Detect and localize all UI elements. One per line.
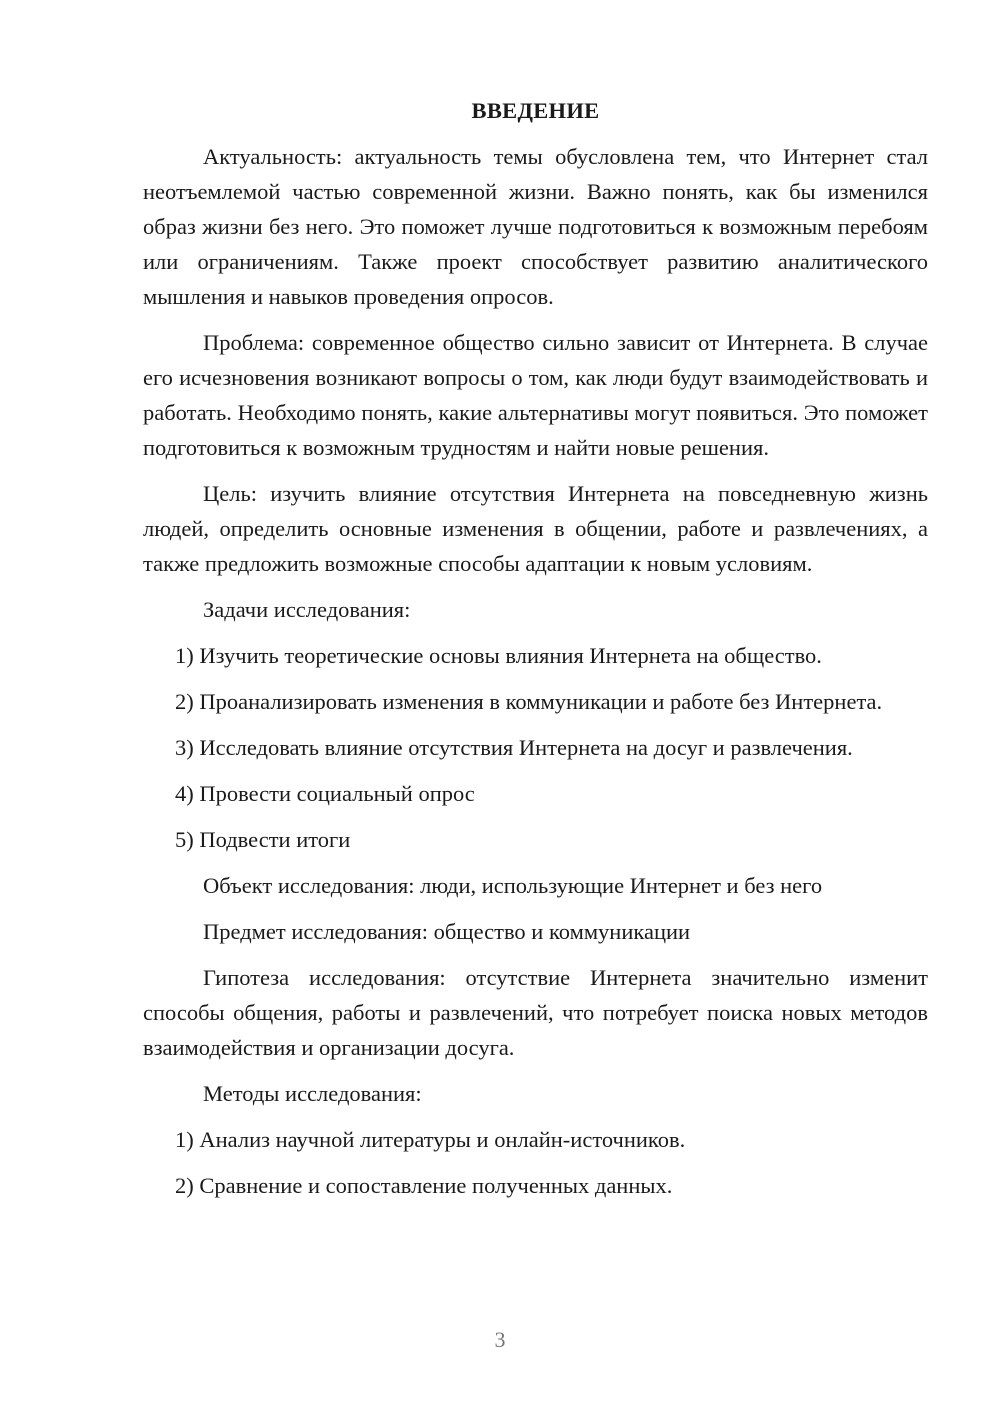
method-item: 1) Анализ научной литературы и онлайн-источников. xyxy=(175,1127,686,1152)
tasks-heading: Задачи исследования: xyxy=(203,597,411,622)
goal-paragraph: Цель: изучить влияние отсутствия Интернета на повседневную жизнь людей, определить основные изменения в общении, работе и развлечениях, а также предложить возможные способы адаптации к новым условиям. xyxy=(143,481,928,576)
task-item: 2) Проанализировать изменения в коммуникации и работе без Интернета. xyxy=(175,689,883,714)
task-item: 1) Изучить теоретические основы влияния Интернета на общество. xyxy=(175,643,822,668)
page-content xyxy=(143,93,928,1214)
task-item: 4) Провести социальный опрос xyxy=(175,781,475,806)
section-title: ВВЕДЕНИЕ xyxy=(471,98,600,123)
methods-list xyxy=(143,1122,928,1203)
hypothesis-paragraph: Гипотеза исследования: отсутствие Интернета значительно изменит способы общения, работы и развлечений, что потребует поиска новых методов взаимодействия и организации досуга. xyxy=(143,965,928,1060)
task-item: 5) Подвести итоги xyxy=(175,827,351,852)
relevance-paragraph: Актуальность: актуальность темы обусловлена тем, что Интернет стал неотъемлемой частью современной жизни. Важно понять, как бы изменился образ жизни без него. Это поможет лучше подготовиться к возможным перебоям или ограничениям. Также проект способствует развитию аналитического мышления и навыков проведения опросов. xyxy=(143,144,928,309)
methods-heading: Методы исследования: xyxy=(203,1081,422,1106)
page-number: 3 xyxy=(494,1327,506,1352)
problem-paragraph: Проблема: современное общество сильно зависит от Интернета. В случае его исчезновения возникают вопросы о том, как люди будут взаимодействовать и работать. Необходимо понять, какие альтернативы могут появиться. Это поможет подготовиться к возможным трудностям и найти новые решения. xyxy=(143,330,928,460)
method-item: 2) Сравнение и сопоставление полученных данных. xyxy=(175,1173,673,1198)
tasks-list xyxy=(143,638,928,857)
task-item: 3) Исследовать влияние отсутствия Интернета на досуг и развлечения. xyxy=(175,735,853,760)
subject-line: Предмет исследования: общество и коммуникации xyxy=(203,919,691,944)
object-line: Объект исследования: люди, использующие Интернет и без него xyxy=(203,873,823,898)
